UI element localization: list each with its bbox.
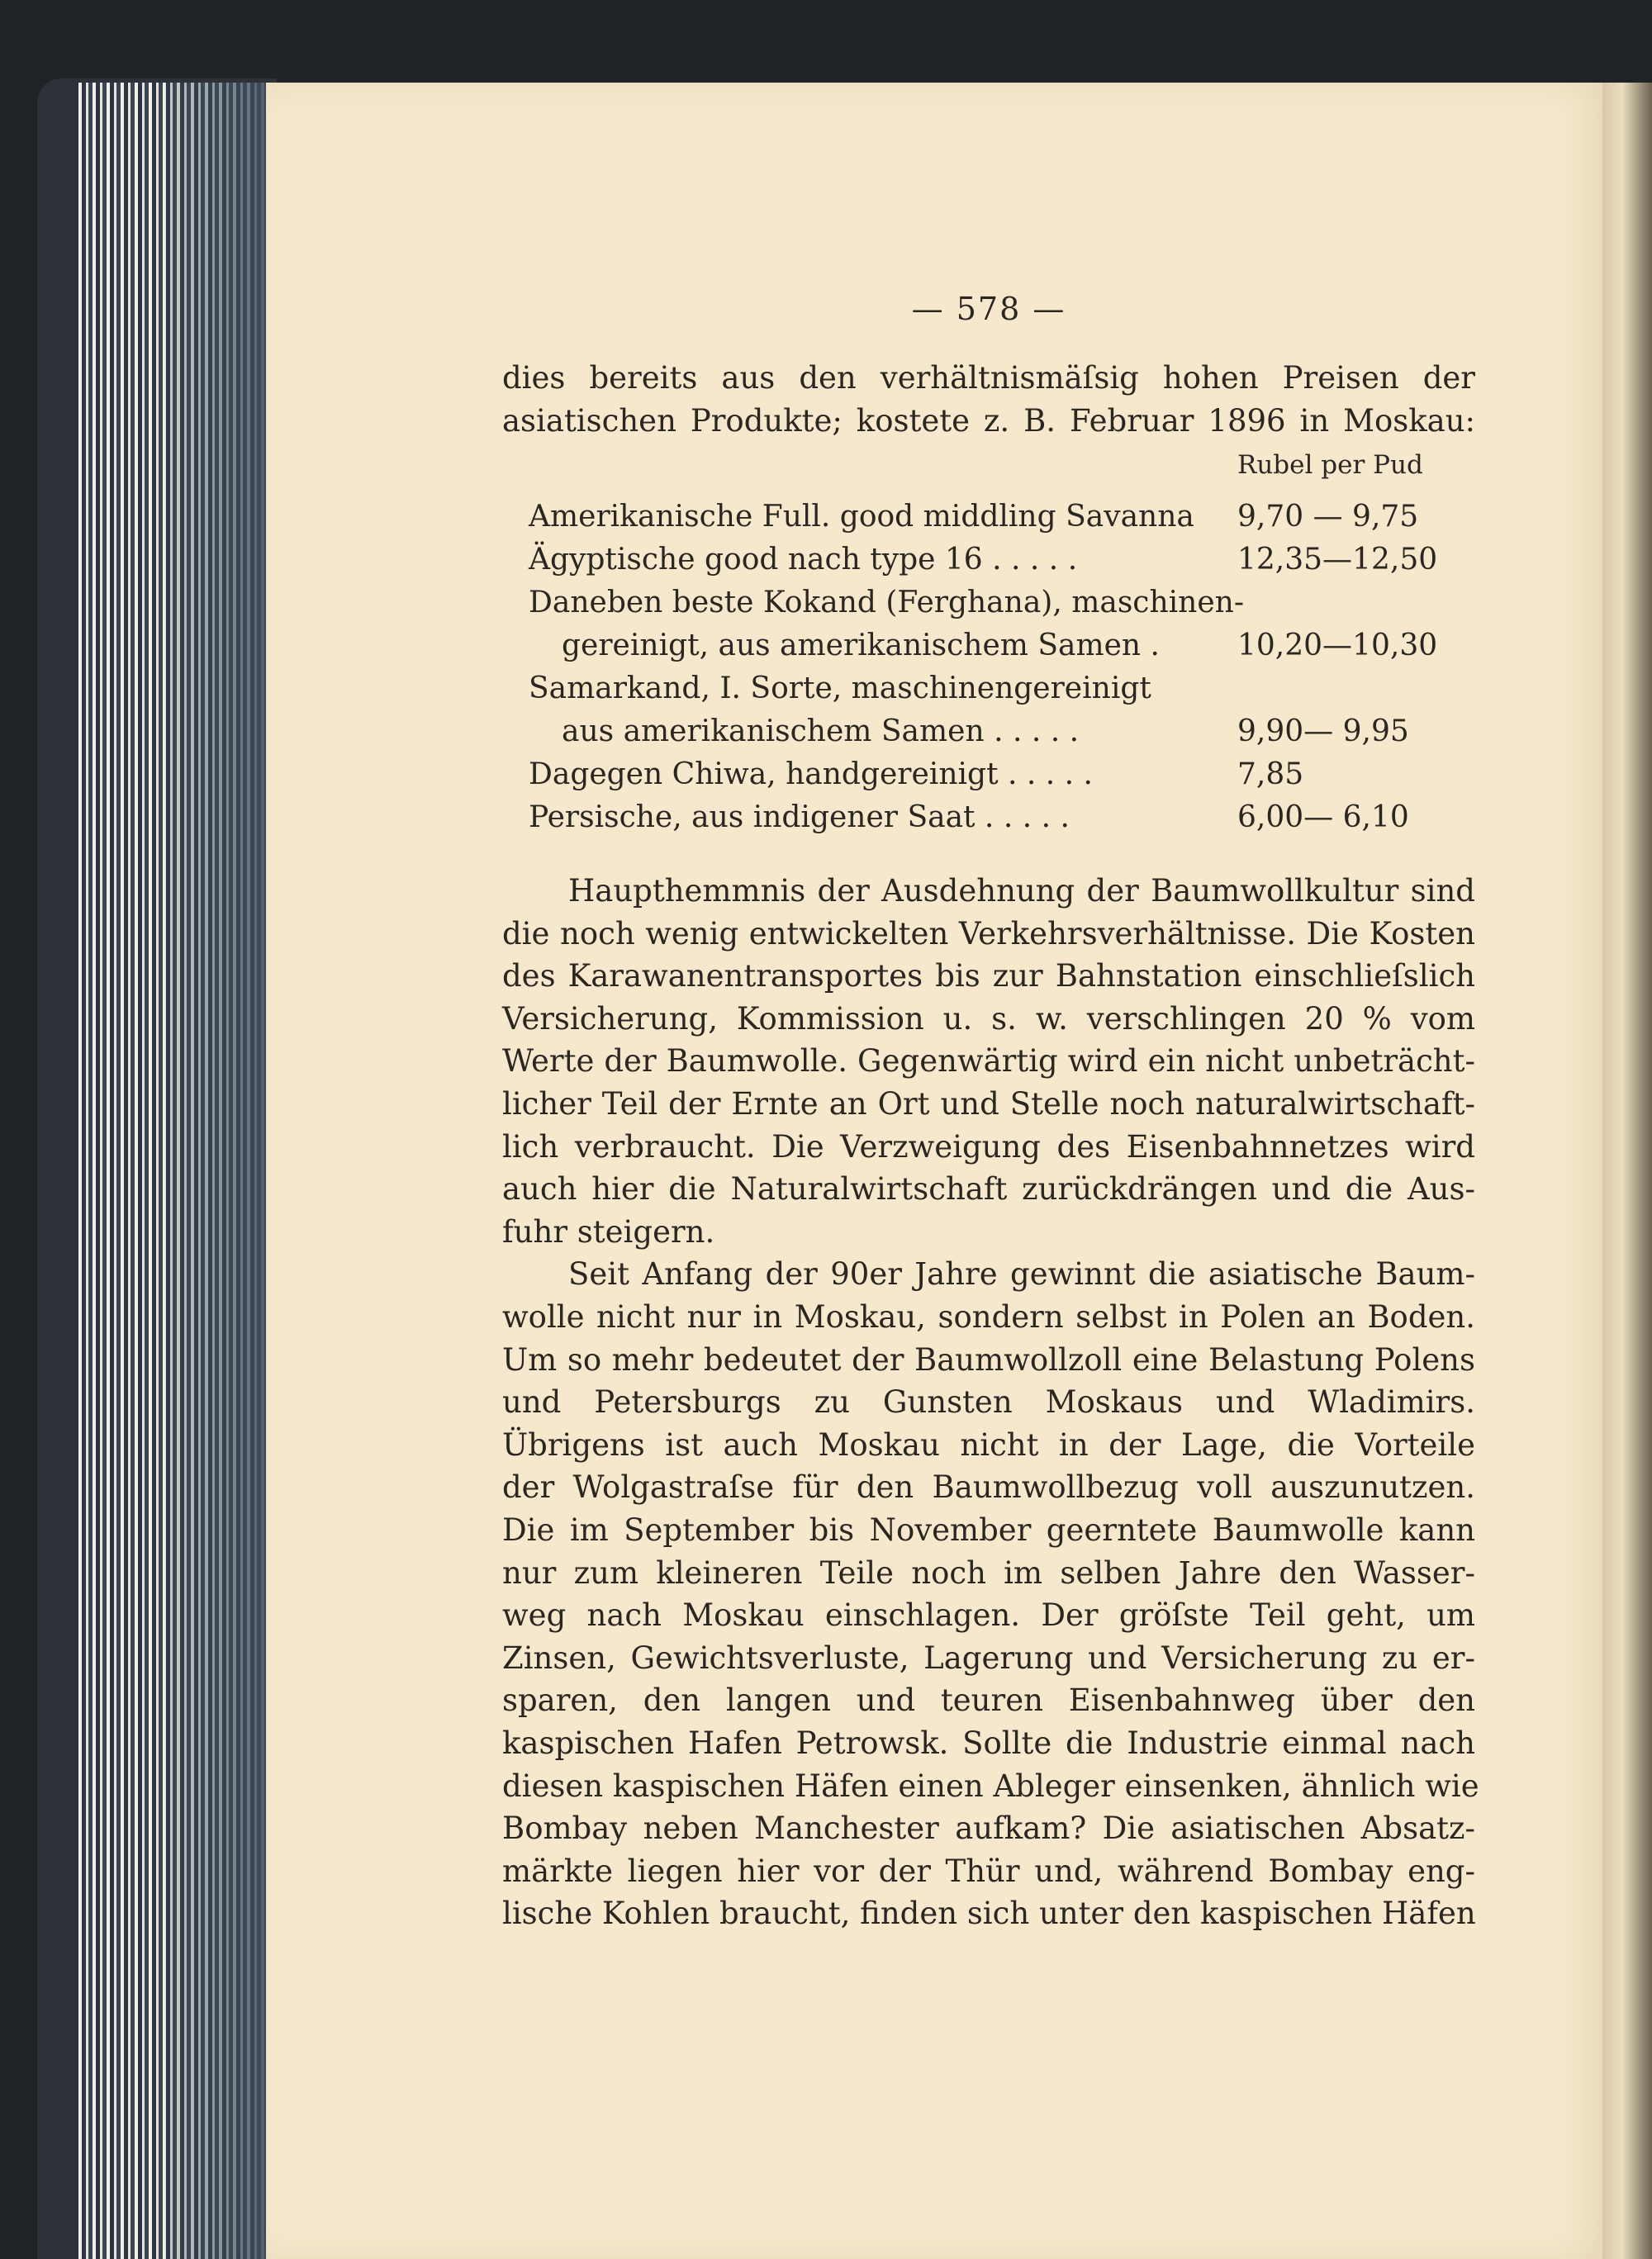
price-value: 9,90— 9,95 [1237, 714, 1409, 748]
text-line: Werte der Baumwolle. Gegenwärtig wird ein nicht unbeträcht- [502, 1043, 1475, 1080]
text-line: sparen, den langen und teuren Eisenbahnweg über den [502, 1682, 1475, 1719]
text-line: Seit Anfang der 90er Jahre gewinnt die asiatische Baum- [568, 1256, 1475, 1293]
text-line: asiatischen Produkte; kostete z. B. Februar 1896 in Moskau: [502, 403, 1475, 439]
price-value: 9,70 — 9,75 [1237, 500, 1419, 534]
text-line: Um so mehr bedeutet der Baumwollzoll eine Belastung Polens [502, 1341, 1475, 1378]
text-line: Die im September bis November geerntete Baumwolle kann [502, 1512, 1475, 1548]
text-line: des Karawanentransportes bis zur Bahnstation einschlieſslich [502, 958, 1475, 994]
price-label: Amerikanische Full. good middling Savanna [529, 500, 1194, 534]
text-line: die noch wenig entwickelten Verkehrsverhältnisse. Die Kosten [502, 915, 1475, 952]
text-line: und Petersburgs zu Gunsten Moskaus und Wladimirs. [502, 1384, 1475, 1421]
price-label: gereinigt, aus amerikanischem Samen . [562, 629, 1160, 662]
price-value: 12,35—12,50 [1237, 543, 1438, 577]
text-line: kaspischen Hafen Petrowsk. Sollte die Industrie einmal nach [502, 1725, 1475, 1761]
text-line: lich verbraucht. Die Verzweigung des Eisenbahnnetzes wird [502, 1128, 1475, 1165]
price-label: Daneben beste Kokand (Ferghana), maschinen- [529, 586, 1245, 619]
text-line: nur zum kleineren Teile noch im selben Jahre den Wasser- [502, 1554, 1475, 1591]
text-line: märkte liegen hier vor der Thür und, während Bombay eng- [502, 1853, 1475, 1889]
price-row [529, 539, 1446, 581]
price-row [529, 581, 1446, 624]
price-label: Dagegen Chiwa, handgereinigt . . . . . [529, 757, 1093, 791]
price-row [529, 710, 1446, 753]
price-row [529, 753, 1446, 796]
text-line: der Wolgastraſse für den Baumwollbezug voll auszunutzen. [502, 1469, 1475, 1506]
price-unit-header: Rubel per Pud [1237, 450, 1423, 480]
price-label: Samarkand, I. Sorte, maschinengereinigt [529, 672, 1151, 705]
price-label: aus amerikanischem Samen . . . . . [562, 714, 1080, 748]
text-line: wolle nicht nur in Moskau, sondern selbst in Polen an Boden. [502, 1299, 1475, 1335]
text-line: Übrigens ist auch Moskau nicht in der Lage, die Vorteile [502, 1426, 1475, 1463]
price-row [529, 796, 1446, 839]
text-line: diesen kaspischen Häfen einen Ableger einsenken, ähnlich wie [502, 1768, 1479, 1804]
text-line: auch hier die Naturalwirtschaft zurückdrängen und die Aus- [502, 1171, 1475, 1208]
price-label: Ägyptische good nach type 16 . . . . . [529, 543, 1078, 577]
price-value: 6,00— 6,10 [1237, 800, 1409, 834]
text-line: weg nach Moskau einschlagen. Der gröſste Teil geht, um [502, 1597, 1475, 1634]
text-line: lische Kohlen braucht, finden sich unter den kaspischen Häfen [502, 1896, 1476, 1932]
page-gutter [1602, 83, 1652, 2259]
text-line: Haupthemmnis der Ausdehnung der Baumwollkultur sind [568, 873, 1475, 909]
text-line: licher Teil der Ernte an Ort und Stelle noch naturalwirtschaft- [502, 1086, 1475, 1122]
text-line: fuhr steigern. [502, 1213, 715, 1250]
text-line: Bombay neben Manchester aufkam? Die asiatischen Absatz- [502, 1811, 1475, 1847]
price-label: Persische, aus indigener Saat . . . . . [529, 800, 1070, 834]
price-row [529, 624, 1446, 667]
page-number: — 578 — [911, 291, 1066, 327]
price-value: 7,85 [1237, 757, 1304, 791]
price-row [529, 496, 1446, 539]
price-row [529, 667, 1446, 710]
price-value: 10,20—10,30 [1237, 629, 1438, 662]
text-line: dies bereits aus den verhältnismäſsig hohen Preisen der [502, 360, 1475, 396]
text-line: Zinsen, Gewichtsverluste, Lagerung und Versicherung zu er- [502, 1640, 1475, 1676]
page-stack-shadow [165, 83, 268, 2259]
text-line: Versicherung, Kommission u. s. w. verschlingen 20 % vom [502, 1000, 1475, 1037]
